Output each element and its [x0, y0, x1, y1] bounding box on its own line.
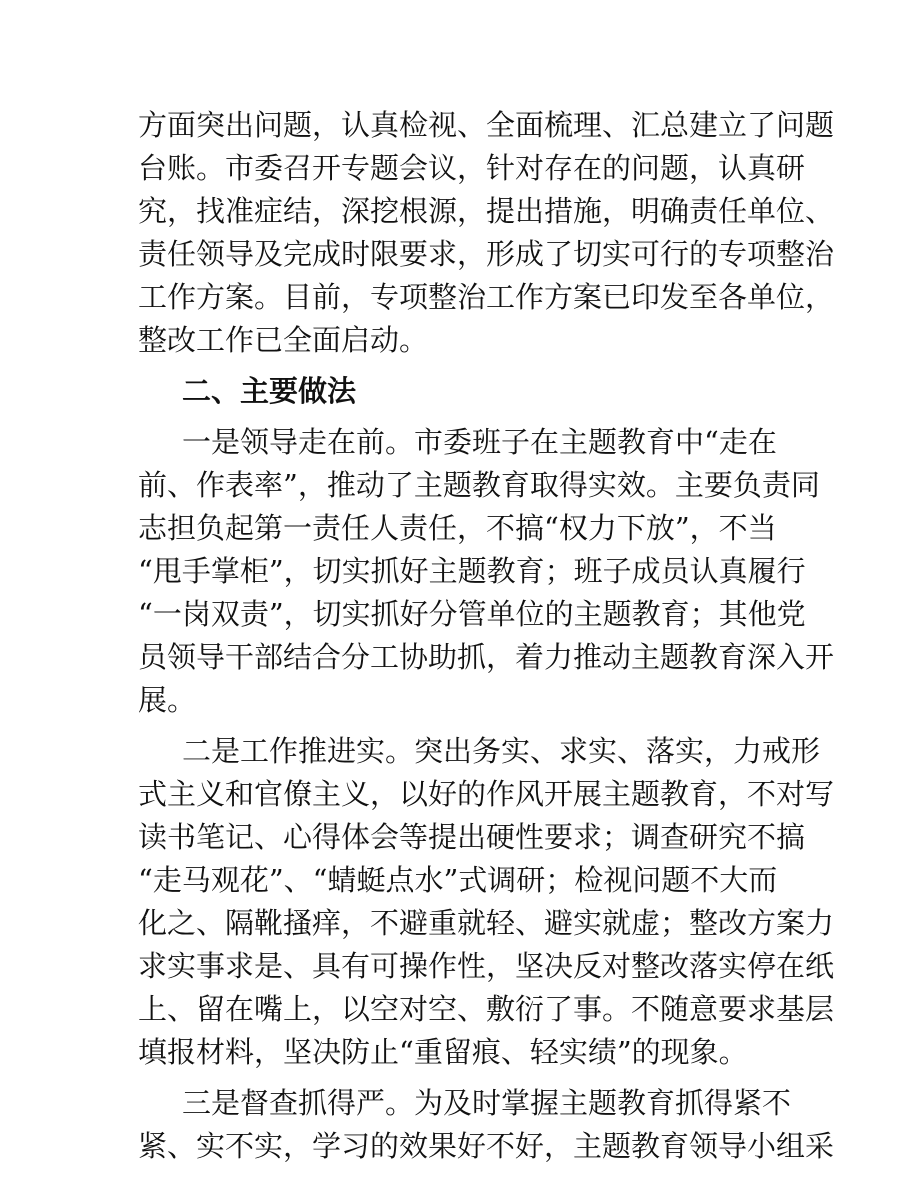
text-line: 员领导干部结合分工协助抓，着力推动主题教育深入开: [138, 640, 835, 674]
paragraph-work-progress: [138, 730, 835, 1074]
text-line: 化之、隔靴搔痒，不避重就轻、避实就虚；整改方案力: [138, 906, 835, 940]
text-line: 整改工作已全面启动。: [138, 323, 429, 357]
paragraph-continued: [138, 104, 835, 362]
text-line: 二是工作推进实。突出务实、求实、落实，力戒形: [182, 734, 821, 768]
text-line: “一岗双责”，切实抓好分管单位的主题教育；其他党: [138, 597, 806, 631]
text-line: 责任领导及完成时限要求，形成了切实可行的专项整治: [138, 237, 835, 271]
document-body: [138, 104, 835, 1168]
text-line: 上、留在嘴上，以空对空、敷衍了事。不随意要求基层: [138, 992, 835, 1026]
paragraph-leadership: [138, 421, 835, 722]
text-line: 前、作表率”，推动了主题教育取得实效。主要负责同: [138, 468, 820, 502]
text-line: 读书笔记、心得体会等提出硬性要求；调查研究不搞: [138, 820, 806, 854]
text-line: 式主义和官僚主义，以好的作风开展主题教育，不对写: [138, 777, 835, 811]
text-line: 一是领导走在前。市委班子在主题教育中“走在: [182, 425, 777, 459]
text-line: 展。: [138, 683, 197, 717]
text-line: “走马观花”、“蜻蜓点水”式调研；检视问题不大而: [138, 863, 778, 897]
text-line: 三是督查抓得严。为及时掌握主题教育抓得紧不: [182, 1086, 792, 1120]
text-line: 紧、实不实，学习的效果好不好，主题教育领导小组采: [138, 1129, 835, 1163]
paragraph-supervision: [138, 1082, 835, 1168]
text-line: 方面突出问题，认真检视、全面梳理、汇总建立了问题: [138, 108, 835, 142]
text-line: 志担负起第一责任人责任，不搞“权力下放”，不当: [138, 511, 777, 545]
text-line: “甩手掌柜”，切实抓好主题教育；班子成员认真履行: [138, 554, 806, 588]
text-line: 求实事求是、具有可操作性，坚决反对整改落实停在纸: [138, 949, 835, 983]
text-line: 填报材料，坚决防止“重留痕、轻实绩”的现象。: [138, 1035, 748, 1069]
text-line: 台账。市委召开专题会议，针对存在的问题，认真研: [138, 151, 806, 185]
text-line: 工作方案。目前，专项整治工作方案已印发至各单位，: [138, 280, 835, 314]
text-line: 究，找准症结，深挖根源，提出措施，明确责任单位、: [138, 194, 835, 228]
section-heading: 二、主要做法: [182, 374, 357, 408]
